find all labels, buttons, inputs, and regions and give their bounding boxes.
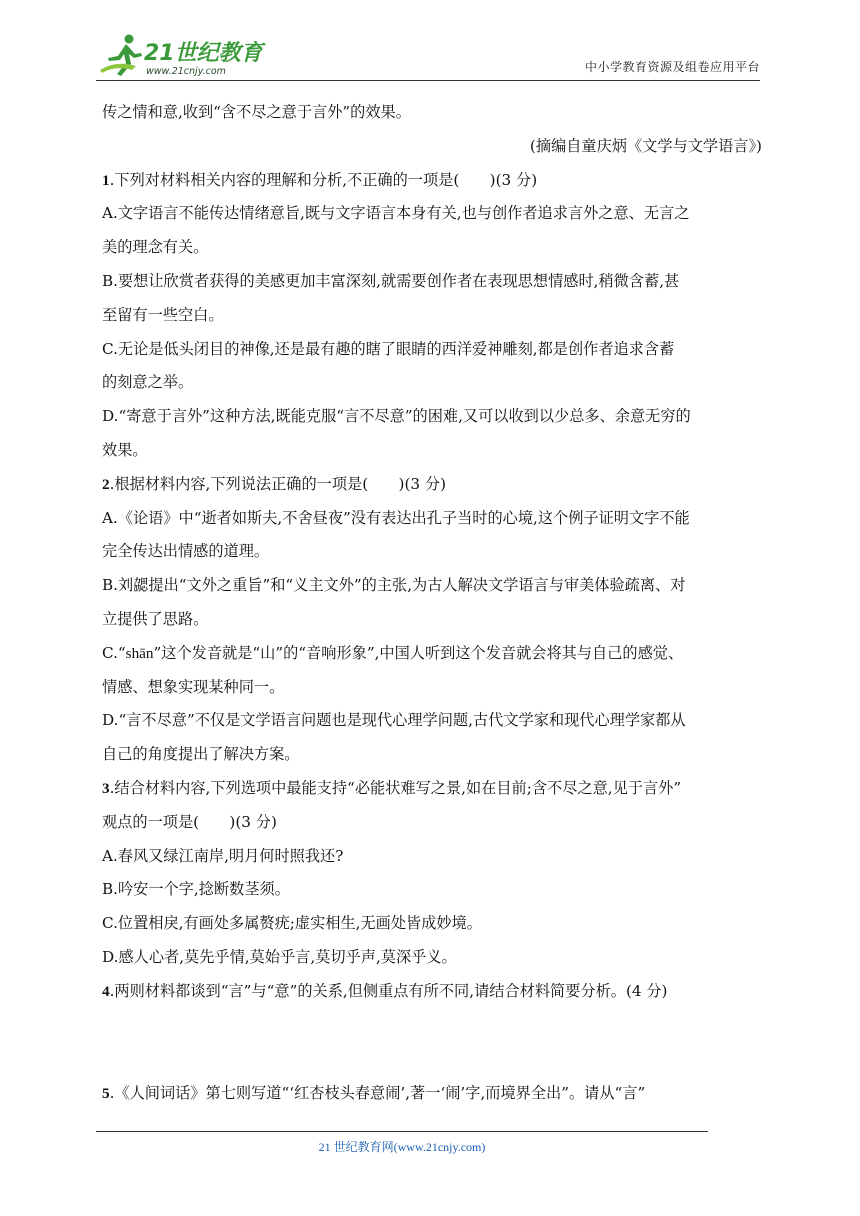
q3-option-b: B.吟安一个字,捻断数茎须。 bbox=[102, 880, 290, 899]
q2-option-a: A.《论语》中“逝者如斯夫,不舍昼夜”没有表达出孔子当时的心境,这个例子证明文字不能 bbox=[102, 508, 690, 527]
q1-option-a-cont: 美的理念有关。 bbox=[102, 238, 209, 257]
question-number: 4 bbox=[102, 982, 110, 1000]
q2-option-b: B.刘勰提出“文外之重旨”和“义主文外”的主张,为古人解决文学语言与审美体验疏离、对 bbox=[102, 576, 686, 595]
q2-option-c bbox=[102, 641, 762, 665]
q1-option-d-cont: 效果。 bbox=[102, 440, 148, 459]
q2-option-a-cont: 完全传达出情感的道理。 bbox=[102, 542, 270, 561]
source-citation: (摘编自童庆炳《文学与文学语言》) bbox=[529, 136, 762, 155]
q3-option-c: C.位置相戾,有画处多属赘疣;虚实相生,无画处皆成妙境。 bbox=[102, 914, 482, 933]
q2-option-d: D.“言不尽意”不仅是文学语言问题也是现代心理学问题,古代文学家和现代心理学家都从 bbox=[102, 711, 686, 730]
question-text: .结合材料内容,下列选项中最能支持“必能状难写之景,如在目前;含不尽之意,见于言外” bbox=[109, 778, 682, 797]
question-4-stem bbox=[102, 979, 762, 1003]
question-2-stem bbox=[102, 472, 762, 496]
q3-option-d: D.感人心者,莫先乎情,莫始乎言,莫切乎声,莫深乎义。 bbox=[102, 947, 457, 966]
logo-url: www.21cnjy.com bbox=[146, 66, 226, 77]
q1-option-c-cont: 的刻意之举。 bbox=[102, 373, 194, 392]
question-number: 5 bbox=[102, 1084, 110, 1102]
q2-option-b-cont: 立提供了思路。 bbox=[102, 609, 209, 628]
q1-option-d: D.“寄意于言外”这种方法,既能克服“言不尽意”的困难,又可以收到以少总多、余意无穷的 bbox=[102, 407, 691, 426]
runner-icon bbox=[100, 35, 142, 77]
q1-option-b: B.要想让欣赏者获得的美感更加丰富深刻,就需要创作者在表现思想情感时,稍微含蓄,甚 bbox=[102, 271, 680, 290]
question-text: .两则材料都谈到“言”与“意”的关系,但侧重点有所不同,请结合材料简要分析。(4 分) bbox=[109, 981, 668, 1000]
question-text: .根据材料内容,下列说法正确的一项是( )(3 分) bbox=[109, 474, 447, 493]
question-text: .《人间词话》第七则写道“‘红杏枝头春意闹’,著一‘闹’字,而境界全出”。请从“言” bbox=[109, 1083, 646, 1102]
question-number: 3 bbox=[102, 779, 110, 797]
page-header bbox=[96, 30, 760, 82]
option-text: ”这个发音就是“山”的“音响形象”,中国人听到这个发音就会将其与自己的感觉、 bbox=[153, 643, 684, 662]
logo-text: 21世纪教育 bbox=[144, 41, 263, 66]
question-5-stem bbox=[102, 1081, 762, 1105]
q1-option-b-cont: 至留有一些空白。 bbox=[102, 305, 224, 324]
platform-name: 中小学教育资源及组卷应用平台 bbox=[584, 60, 760, 74]
q2-option-c-cont: 情感、想象实现某种同一。 bbox=[102, 677, 285, 696]
question-number: 1 bbox=[102, 171, 110, 189]
q2-option-d-cont: 自己的角度提出了解决方案。 bbox=[102, 745, 300, 764]
footer-site[interactable]: 21 世纪教育网(www.21cnjy.com) bbox=[318, 1140, 486, 1154]
answer-space bbox=[102, 1013, 762, 1081]
q1-option-a: A.文字语言不能传达情绪意旨,既与文字语言本身有关,也与创作者追求言外之意、无言之 bbox=[102, 204, 690, 223]
header-divider bbox=[96, 80, 760, 81]
question-3-stem bbox=[102, 776, 762, 800]
q3-option-a: A.春风又绿江南岸,明月何时照我还? bbox=[102, 846, 344, 865]
question-3-stem-cont: 观点的一项是( )(3 分) bbox=[102, 812, 277, 831]
question-number: 2 bbox=[102, 475, 110, 493]
question-1-stem bbox=[102, 168, 762, 192]
option-prefix: C.“ bbox=[102, 643, 126, 662]
footer-divider bbox=[96, 1131, 708, 1132]
q1-option-c: C.无论是低头闭目的神像,还是最有趣的瞎了眼睛的西洋爱神雕刻,都是创作者追求含蓄 bbox=[102, 339, 675, 358]
document-body bbox=[102, 100, 762, 1114]
logo-21cnjy bbox=[96, 30, 266, 80]
question-text: .下列对材料相关内容的理解和分析,不正确的一项是( )(3 分) bbox=[109, 170, 538, 189]
pinyin: shān bbox=[125, 644, 154, 662]
text-line: 传之情和意,收到“含不尽之意于言外”的效果。 bbox=[102, 103, 411, 121]
